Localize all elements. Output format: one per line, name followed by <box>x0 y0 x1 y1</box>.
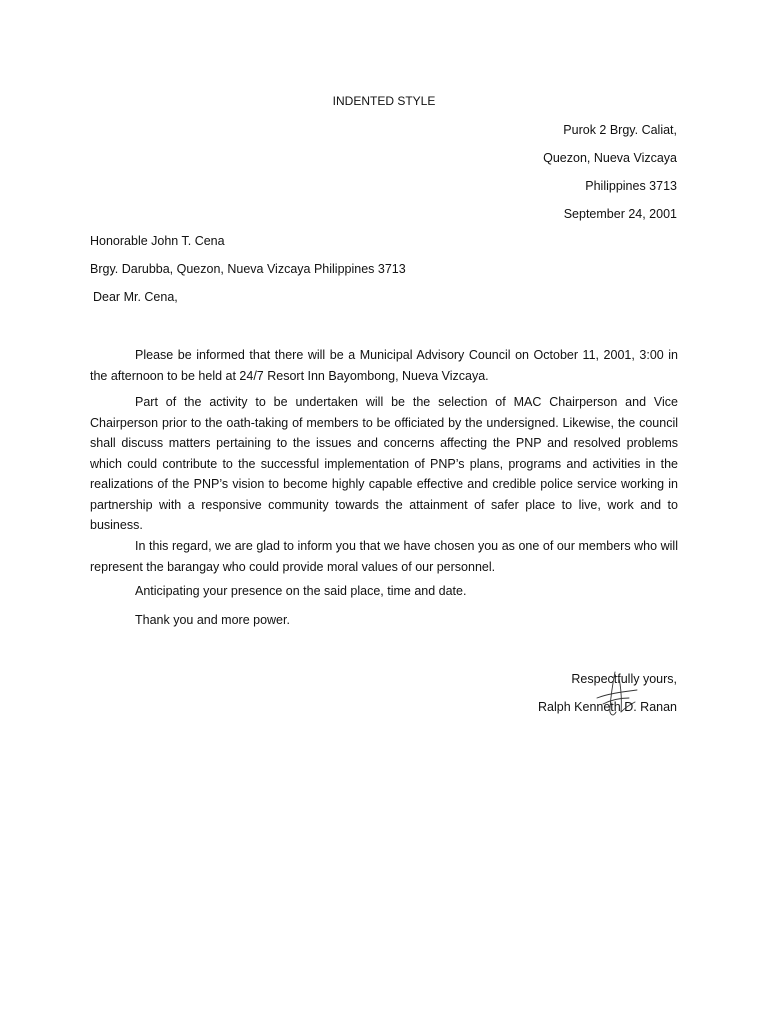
paragraph-2: Part of the activity to be undertaken will be the selection of MAC Chairperson and Vice Chairperson prior to the oath-taking of members to be officiated by the undersigned. Likewise, the council shall discuss matters pertaining to the issues and concerns affecting the PNP and resolved problems which could contribute to the successful implementation of PNP’s plans, programs and activities in the realizations of the PNP’s vision to become highly capable effective and credible police service working in partnership with a responsive community towards the attainment of safer place to live, work and to business. <box>90 395 678 532</box>
recipient-address: Brgy. Darubba, Quezon, Nueva Vizcaya Philippines 3713 <box>90 262 406 276</box>
salutation: Dear Mr. Cena, <box>93 290 178 304</box>
document-title: INDENTED STYLE <box>332 94 436 108</box>
paragraph-4: Anticipating your presence on the said place, time and date. <box>135 584 467 598</box>
sender-address-line-3: Philippines 3713 <box>585 179 677 193</box>
sender-address-line-2: Quezon, Nueva Vizcaya <box>543 151 677 165</box>
paragraph-5: Thank you and more power. <box>135 613 290 627</box>
sender-address-line-1: Purok 2 Brgy. Caliat, <box>563 123 677 137</box>
paragraph-1: Please be informed that there will be a Municipal Advisory Council on October 11, 2001, 3:00 in the afternoon to be held at 24/7 Resort Inn Bayombong, Nueva Vizcaya. <box>90 348 678 383</box>
paragraph-3: In this regard, we are glad to inform you that we have chosen you as one of our members who will represent the barangay who could provide moral values of our personnel. <box>90 539 678 574</box>
closing: Respectfully yours, <box>571 672 677 686</box>
letter-date: September 24, 2001 <box>563 207 677 221</box>
recipient-name: Honorable John T. Cena <box>90 234 225 248</box>
signature-scribble <box>585 668 655 724</box>
signature-name: Ralph Kenneth D. Ranan <box>538 700 677 714</box>
